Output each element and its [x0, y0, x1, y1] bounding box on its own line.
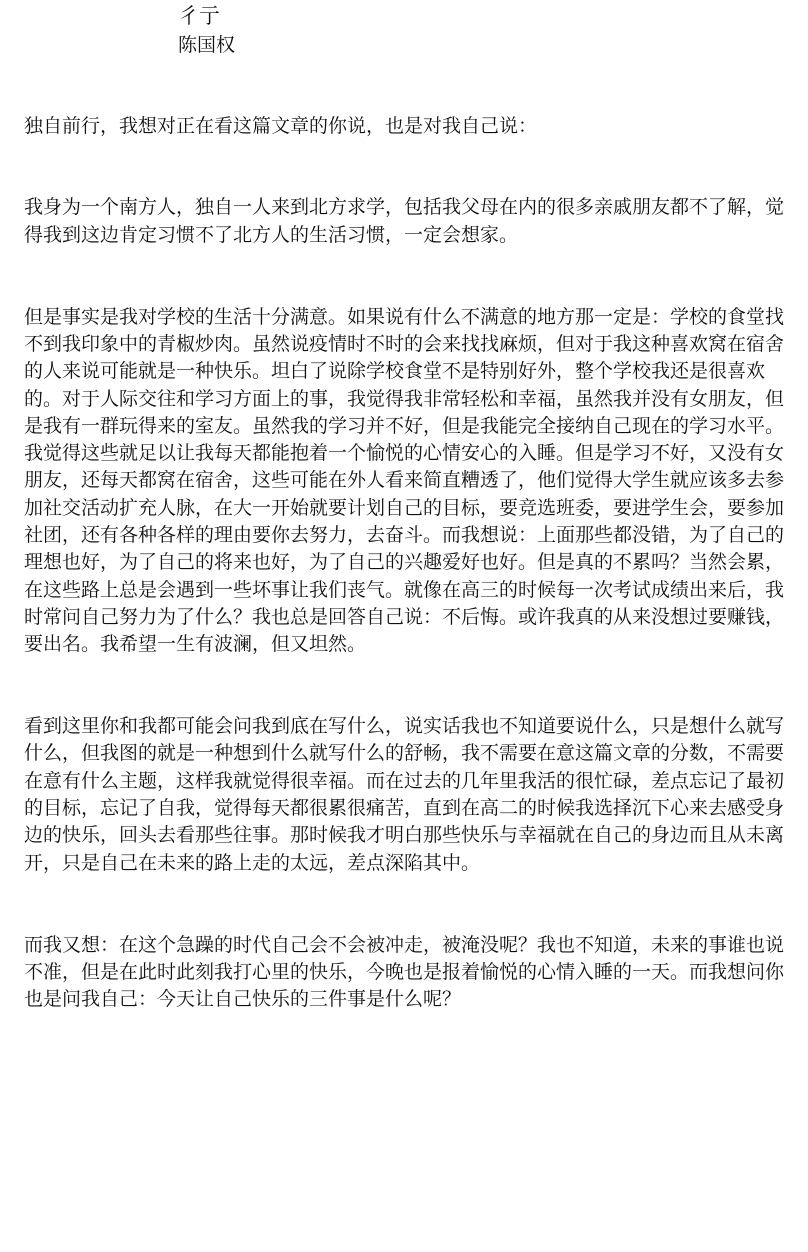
document-author: 陈国权: [178, 34, 236, 56]
paragraph: 看到这里你和我都可能会问我到底在写什么，说实话我也不知道要说什么，只是想什么就写什么，但我图的就是一种想到什么就写什么的舒畅，我不需要在意这篇文章的分数，不需要在意有什么主题，这样我就觉得很幸福。而在过去的几年里我活的很忙碌，差点忘记了最初的目标，忘记了自我，觉得每天都很累很痛苦，直到在高二的时候我选择沉下心来去感受身边的快乐，回头去看那些往事。那时候我才明白那些快乐与幸福就在自己的身边而且从未离开，只是自己在未来的路上走的太远，差点深陷其中。: [24, 715, 785, 874]
paragraph: 我身为一个南方人，独自一人来到北方求学，包括我父母在内的很多亲戚朋友都不了解，觉得我到这边肯定习惯不了北方人的生活习惯，一定会想家。: [24, 196, 785, 246]
paragraph: 独自前行，我想对正在看这篇文章的你说，也是对我自己说：: [24, 114, 538, 137]
document-body: [24, 58, 790, 1068]
document-title: 彳亍: [178, 4, 220, 28]
paragraph: 但是事实是我对学校的生活十分满意。如果说有什么不满意的地方那一定是：学校的食堂找不到我印象中的青椒炒肉。虽然说疫情时不时的会来找找麻烦，但对于我这种喜欢窝在宿舍的人来说可能就是一种快乐。坦白了说除学校食堂不是特别好外，整个学校我还是很喜欢的。对于人际交往和学习方面上的事，我觉得我非常轻松和幸福，虽然我并没有女朋友，但是我有一群玩得来的室友。虽然我的学习并不好，但是我能完全接纳自己现在的学习水平。我觉得这些就足以让我每天都能抱着一个愉悦的心情安心的入睡。但是学习不好，又没有女朋友，还每天都窝在宿舍，这些可能在外人看来简直糟透了，他们觉得大学生就应该多去参加社交活动扩充人脉，在大一开始就要计划自己的目标，要竞选班委，要进学生会，要参加社团，还有各种各样的理由要你去努力，去奋斗。而我想说：上面那些都没错，为了自己的理想也好，为了自己的将来也好，为了自己的兴趣爱好也好。但是真的不累吗？当然会累，在这些路上总是会遇到一些坏事让我们丧气。就像在高三的时候每一次考试成绩出来后，我时常问自己努力为了什么？我也总是回答自己说：不后悔。或许我真的从来没想过要赚钱，要出名。我希望一生有波澜，但又坦然。: [24, 305, 785, 656]
paragraph: 而我又想：在这个急躁的时代自己会不会被冲走，被淹没呢？我也不知道，未来的事谁也说不准，但是在此时此刻我打心里的快乐，今晚也是报着愉悦的心情入睡的一天。而我想问你也是问我自己：今天让自己快乐的三件事是什么呢？: [24, 933, 785, 1011]
